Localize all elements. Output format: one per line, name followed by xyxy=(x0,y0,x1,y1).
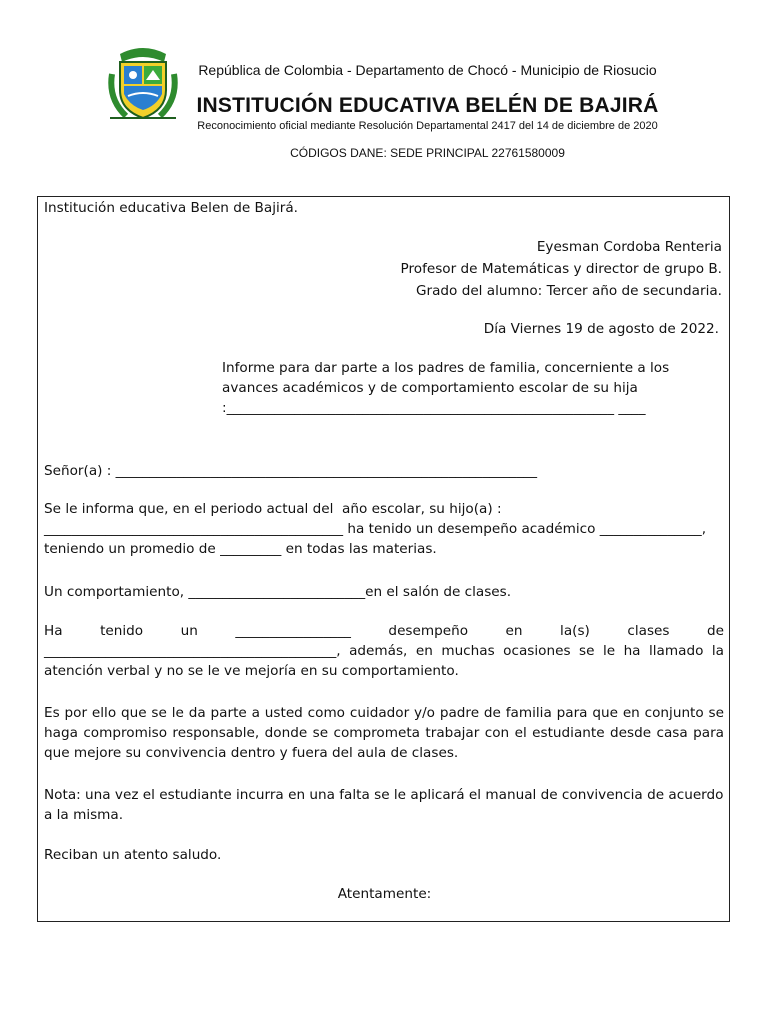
header-resolution-line: Reconocimiento oficial mediante Resolución Departamental 2417 del 14 de diciembre de 2020 xyxy=(197,120,658,132)
salutation-line: Señor(a) : ______________________________________________________________ xyxy=(44,463,538,479)
letter-institution: Institución educativa Belen de Bajirá. xyxy=(44,200,299,216)
header-republic-line: República de Colombia - Departamento de Chocó - Municipio de Riosucio xyxy=(198,62,657,78)
paragraph-performance: Se le informa que, en el periodo actual del año escolar, su hijo(a) : ____________________________________________ ha tenido un desempeño académico _______________, teniendo un promedio de _________ en todas las materias. xyxy=(44,501,711,557)
letter-subject: Informe para dar parte a los padres de familia, concerniente a los avances académicos y de comportamiento escolar de su hija :_________________________________________________________ ____ xyxy=(222,360,674,416)
teacher-name: Eyesman Cordoba Renteria xyxy=(536,239,722,255)
school-crest-icon xyxy=(106,44,180,124)
header-dane-code: CÓDIGOS DANE: SEDE PRINCIPAL 22761580009 xyxy=(290,146,565,160)
teacher-role: Profesor de Matemáticas y director de grupo B. xyxy=(400,261,722,277)
letter-body xyxy=(37,196,730,922)
paragraph-note: Nota: una vez el estudiante incurra en una falta se le aplicará el manual de convivencia de acuerdo a la misma. xyxy=(44,787,728,823)
paragraph-commitment: Es por ello que se le da parte a usted como cuidador y/o padre de familia para que en conjunto se haga compromiso responsable, donde se comprometa trabajar con el estudiante desde casa para que mejore su convivencia dentro y fuera del aula de clases. xyxy=(44,705,729,761)
institution-title: INSTITUCIÓN EDUCATIVA BELÉN DE BAJIRÁ xyxy=(196,94,659,117)
paragraph-classes: Ha tenido un _________________ desempeño en la(s) clases de ___________________________________________, además, en muchas ocasiones se le ha llamado la atención verbal y no se le ve mejoría en su comportamiento. xyxy=(44,623,729,679)
closing-greeting: Reciban un atento saludo. xyxy=(44,847,222,863)
paragraph-behavior: Un comportamiento, __________________________en el salón de clases. xyxy=(44,584,512,600)
letter-date: Día Viernes 19 de agosto de 2022. xyxy=(483,321,719,337)
signoff: Atentamente: xyxy=(337,886,432,902)
student-grade: Grado del alumno: Tercer año de secundaria. xyxy=(415,283,722,299)
